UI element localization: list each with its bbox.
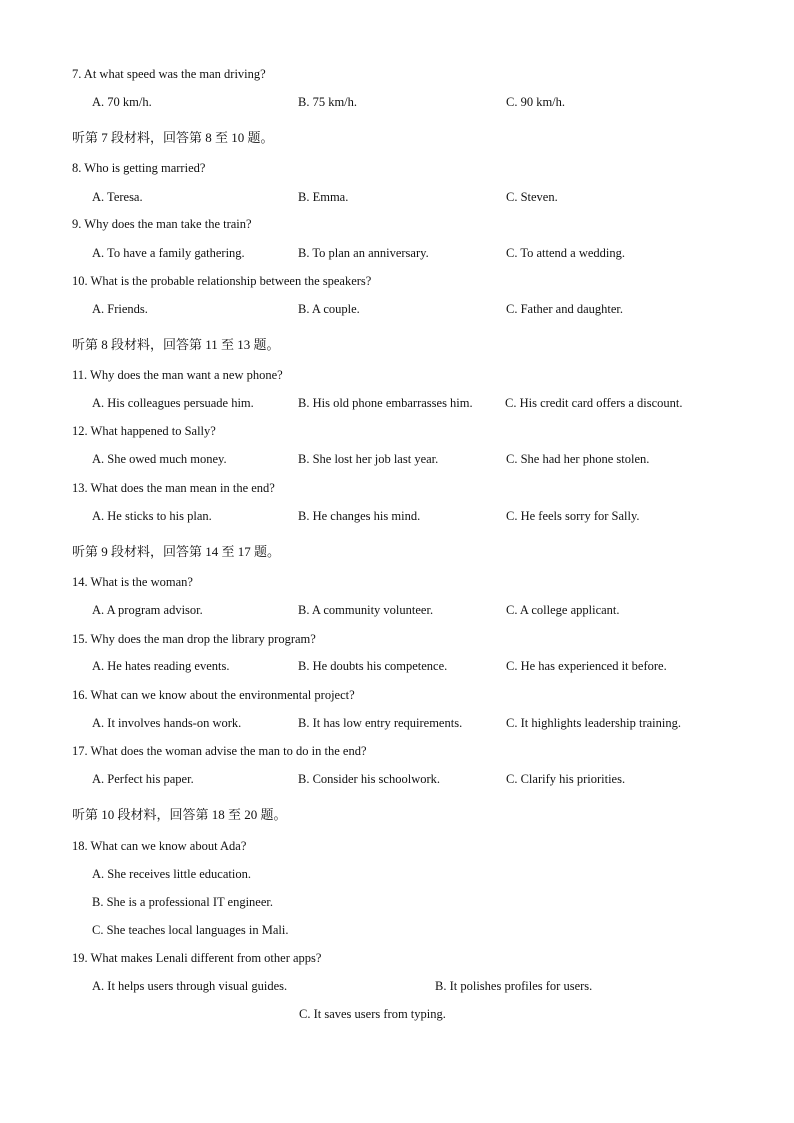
question-7-stem: 7. At what speed was the man driving?	[72, 67, 266, 81]
question-11-option-c: C. His credit card offers a discount.	[505, 396, 683, 410]
question-9-option-c: C. To attend a wedding.	[506, 246, 626, 260]
question-10-option-a: A. Friends.	[92, 302, 148, 316]
question-17-stem: 17. What does the woman advise the man to do in the end?	[72, 744, 367, 758]
question-16-option-b: B. It has low entry requirements.	[298, 716, 463, 730]
question-12-stem: 12. What happened to Sally?	[72, 424, 216, 438]
question-12-option-b: B. She lost her job last year.	[298, 452, 439, 466]
question-8-option-c: C. Steven.	[506, 190, 558, 204]
question-14-stem: 14. What is the woman?	[72, 575, 193, 589]
question-19-option-c: C. It saves users from typing.	[299, 1007, 446, 1021]
question-7-option-c: C. 90 km/h.	[506, 95, 566, 109]
question-13-option-a: A. He sticks to his plan.	[92, 509, 212, 523]
question-11-option-b: B. His old phone embarrasses him.	[298, 396, 473, 410]
question-18-option-a: A. She receives little education.	[92, 867, 251, 881]
question-9-stem: 9. Why does the man take the train?	[72, 217, 252, 231]
question-9-option-b: B. To plan an anniversary.	[298, 246, 429, 260]
question-10-stem: 10. What is the probable relationship between the speakers?	[72, 274, 372, 288]
question-16-stem: 16. What can we know about the environmental project?	[72, 688, 355, 702]
question-14-option-a: A. A program advisor.	[92, 603, 203, 617]
question-11-stem: 11. Why does the man want a new phone?	[72, 368, 283, 382]
question-18-option-c: C. She teaches local languages in Mali.	[92, 923, 289, 937]
question-8-option-a: A. Teresa.	[92, 190, 143, 204]
question-15-option-b: B. He doubts his competence.	[298, 659, 448, 673]
question-17-option-b: B. Consider his schoolwork.	[298, 772, 441, 786]
question-16-option-c: C. It highlights leadership training.	[506, 716, 681, 730]
section-heading-7: 听第 7 段材料，回答第 8 至 10 题。	[72, 130, 274, 145]
question-18-stem: 18. What can we know about Ada?	[72, 839, 247, 853]
question-15-stem: 15. Why does the man drop the library program?	[72, 632, 316, 646]
question-11-option-a: A. His colleagues persuade him.	[92, 396, 254, 410]
question-10-option-c: C. Father and daughter.	[506, 302, 623, 316]
question-15-option-c: C. He has experienced it before.	[506, 659, 667, 673]
question-9-option-a: A. To have a family gathering.	[92, 246, 245, 260]
question-7-option-b: B. 75 km/h.	[298, 95, 358, 109]
section-heading-8: 听第 8 段材料，回答第 11 至 13 题。	[72, 337, 280, 352]
question-19-stem: 19. What makes Lenali different from other apps?	[72, 951, 322, 965]
question-13-option-c: C. He feels sorry for Sally.	[506, 509, 640, 523]
question-16-option-a: A. It involves hands-on work.	[92, 716, 242, 730]
question-19-option-a: A. It helps users through visual guides.	[92, 979, 288, 993]
question-17-option-a: A. Perfect his paper.	[92, 772, 194, 786]
question-18-option-b: B. She is a professional IT engineer.	[92, 895, 273, 909]
question-17-option-c: C. Clarify his priorities.	[506, 772, 626, 786]
question-14-option-b: B. A community volunteer.	[298, 603, 434, 617]
section-heading-10: 听第 10 段材料，回答第 18 至 20 题。	[72, 807, 287, 822]
question-19-option-b: B. It polishes profiles for users.	[435, 979, 593, 993]
question-10-option-b: B. A couple.	[298, 302, 360, 316]
section-heading-9: 听第 9 段材料，回答第 14 至 17 题。	[72, 544, 281, 559]
question-8-stem: 8. Who is getting married?	[72, 161, 206, 175]
question-14-option-c: C. A college applicant.	[506, 603, 620, 617]
question-7-option-a: A. 70 km/h.	[92, 95, 152, 109]
question-12-option-c: C. She had her phone stolen.	[506, 452, 650, 466]
question-13-option-b: B. He changes his mind.	[298, 509, 421, 523]
question-8-option-b: B. Emma.	[298, 190, 349, 204]
question-15-option-a: A. He hates reading events.	[92, 659, 230, 673]
question-13-stem: 13. What does the man mean in the end?	[72, 481, 275, 495]
question-12-option-a: A. She owed much money.	[92, 452, 227, 466]
